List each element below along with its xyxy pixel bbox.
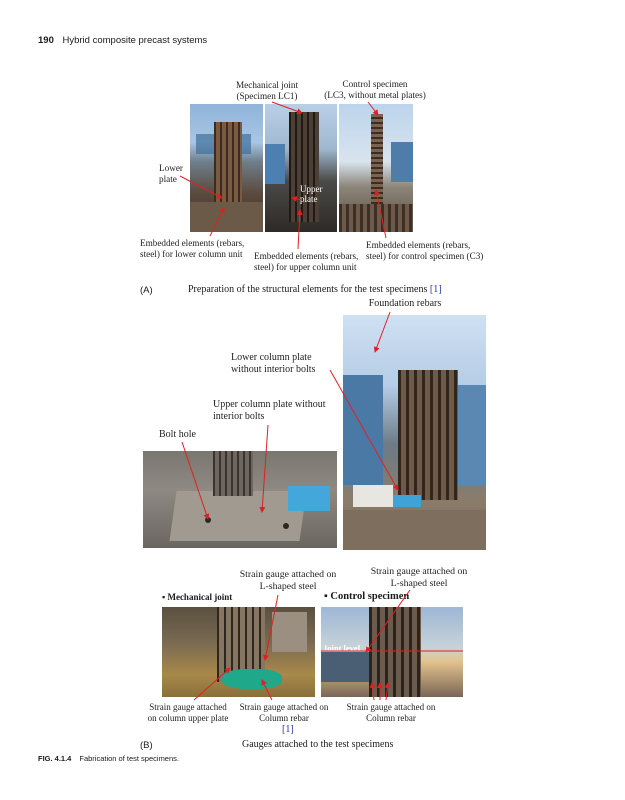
label-sg-lshaped-right-line1: Strain gauge attached on: [370, 566, 468, 577]
label-embedded-upper-line1: Embedded elements (rebars,: [254, 251, 359, 261]
panel-a-label: (A): [140, 285, 153, 296]
label-sg-lshaped-left-line2: L-shaped steel: [259, 581, 317, 592]
label-upper-col-line2: interior bolts: [213, 411, 265, 422]
label-bolt-hole: Bolt hole: [159, 429, 196, 440]
page-number: 190: [38, 35, 54, 46]
label-upper-column-plate: [213, 399, 363, 423]
label-sg-col-rebar-right-line1: Strain gauge attached on: [346, 702, 436, 712]
bullet-icon: ▪: [324, 591, 328, 602]
label-sg-upper-plate: [138, 702, 238, 724]
label-joint-level: Joint level: [323, 643, 361, 653]
figure-number: FIG. 4.1.4: [38, 754, 72, 763]
label-mechanical-joint-line2: (Specimen LC1): [236, 91, 298, 101]
label-lower-plate-line1: Lower: [159, 163, 183, 173]
subtitle-control-specimen-text: Control specimen: [330, 591, 410, 602]
label-embedded-control-line2: steel) for control specimen (C3): [366, 251, 484, 261]
label-control-line2: (LC3, without metal plates): [324, 90, 426, 100]
photo-foundation-column: [343, 315, 486, 550]
label-control-line1: Control specimen: [342, 79, 408, 89]
label-sg-lshaped-right: [363, 566, 475, 590]
label-sg-col-rebar-left: [233, 702, 335, 724]
subtitle-mechanical-joint-text: Mechanical joint: [167, 592, 233, 602]
label-foundation-rebars: Foundation rebars: [368, 298, 442, 309]
subtitle-control-specimen: [324, 591, 409, 602]
label-upper-plate-line1: Upper: [300, 184, 323, 194]
label-sg-col-rebar-left-line2: Column rebar: [259, 713, 309, 723]
label-control-specimen: [315, 79, 435, 101]
figure-caption: [38, 754, 179, 763]
subtitle-mechanical-joint: [162, 592, 232, 602]
label-embedded-lower-line1: Embedded elements (rebars,: [140, 238, 245, 248]
label-sg-col-rebar-left-line1: Strain gauge attached on: [239, 702, 329, 712]
panel-b-ref-link[interactable]: [1]: [282, 724, 294, 735]
bullet-icon: ▪: [162, 592, 166, 602]
label-sg-col-rebar-right-line2: Column rebar: [366, 713, 416, 723]
photo-column-plate: [143, 451, 337, 548]
photo-upper-plate: [265, 104, 337, 232]
panel-a-ref-link[interactable]: [1]: [429, 284, 442, 295]
label-embedded-control-line1: Embedded elements (rebars,: [366, 240, 471, 250]
panel-b-caption: Gauges attached to the test specimens: [242, 739, 394, 750]
label-sg-lshaped-left-line1: Strain gauge attached on: [239, 569, 337, 580]
label-upper-plate: [300, 184, 340, 204]
running-header: [38, 35, 207, 46]
label-lower-col-line2: without interior bolts: [231, 364, 316, 375]
photo-lower-plate-site: [190, 104, 263, 232]
label-lower-column-plate: [231, 352, 371, 376]
panel-a-caption-text: Preparation of the structural elements for the test specimens: [188, 284, 428, 295]
label-sg-col-rebar-right: [338, 702, 444, 724]
label-embedded-lower-line2: steel) for lower column unit: [140, 249, 243, 259]
photo-mechanical-joint-gauges: [162, 607, 315, 697]
label-upper-plate-line2: plate: [300, 194, 318, 204]
photo-control-specimen-gauges: [321, 607, 463, 697]
running-title: Hybrid composite precast systems: [62, 35, 208, 46]
label-sg-upper-plate-line1: Strain gauge attached: [149, 702, 227, 712]
label-embedded-upper-line2: steel) for upper column unit: [254, 262, 357, 272]
label-mechanical-joint-line1: Mechanical joint: [236, 80, 298, 90]
label-lower-plate-line2: plate: [159, 174, 177, 184]
label-mechanical-joint: [222, 80, 312, 102]
photo-control-specimen: [339, 104, 413, 232]
panel-b-label: (B): [140, 740, 153, 751]
label-lower-plate: [159, 163, 199, 185]
panel-a-caption: [188, 284, 442, 295]
label-sg-lshaped-left: [232, 569, 344, 593]
label-upper-col-line1: Upper column plate without: [213, 399, 326, 410]
label-sg-lshaped-right-line2: L-shaped steel: [390, 578, 448, 589]
figure-caption-text: Fabrication of test specimens.: [79, 754, 179, 763]
label-embedded-control: [366, 240, 506, 262]
label-sg-upper-plate-line2: on column upper plate: [147, 713, 229, 723]
label-lower-col-line1: Lower column plate: [231, 352, 312, 363]
